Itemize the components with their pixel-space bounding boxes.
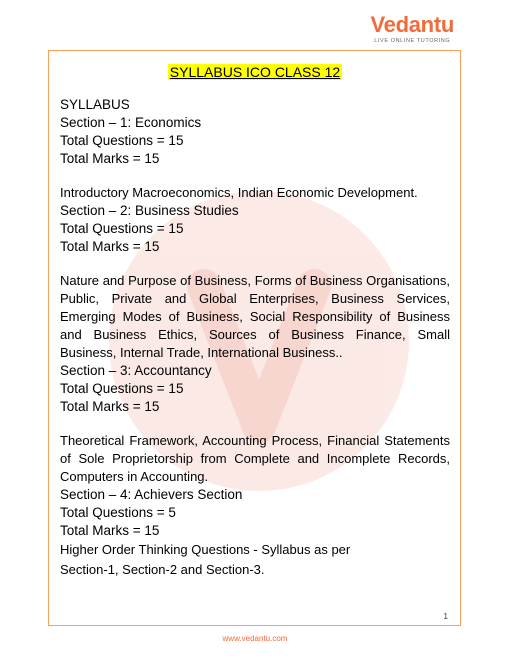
section-3-questions: Total Questions = 15: [60, 381, 184, 396]
section-4-topics: Higher Order Thinking Questions - Syllabus as per Section-1, Section-2 and Section-3.: [60, 542, 351, 577]
section-2-topics: Nature and Purpose of Business, Forms of Business Organisations, Public, Private and Global Enterprises, Business Services, Emerging Modes of Business, Social Responsibility of Business and Business Ethics, Sources of Business Finance, Small Business, Internal Trade, International Business..: [60, 273, 450, 360]
logo-brand: Vedantu: [370, 12, 454, 37]
section-1-heading: Section – 1: Economics: [60, 115, 202, 130]
page-number: 1: [443, 612, 448, 621]
page-frame: [48, 50, 461, 626]
footer-url[interactable]: www.vedantu.com: [222, 634, 288, 643]
section-4-heading: Section – 4: Achievers Section: [60, 487, 243, 502]
page-title: SYLLABUS ICO CLASS 12: [169, 64, 341, 80]
section-1-topics: Introductory Macroeconomics, Indian Economic Development.: [60, 185, 418, 200]
section-1-marks: Total Marks = 15: [60, 151, 160, 166]
section-3-topics: Theoretical Framework, Accounting Process, Financial Statements of Sole Proprietorship from Complete and Incomplete Records, Computers in Accounting.: [60, 433, 450, 484]
section-4-marks: Total Marks = 15: [60, 523, 160, 538]
section-1-questions: Total Questions = 15: [60, 133, 184, 148]
syllabus-heading: SYLLABUS: [60, 97, 130, 112]
section-4-questions: Total Questions = 5: [60, 505, 176, 520]
section-3-marks: Total Marks = 15: [60, 399, 160, 414]
vedantu-logo: [371, 14, 454, 44]
section-2-heading: Section – 2: Business Studies: [60, 203, 239, 218]
section-3-heading: Section – 3: Accountancy: [60, 363, 212, 378]
logo-tagline: LIVE ONLINE TUTORING: [374, 38, 451, 44]
section-2-questions: Total Questions = 15: [60, 221, 184, 236]
document-content: [60, 63, 450, 580]
section-2-marks: Total Marks = 15: [60, 239, 160, 254]
